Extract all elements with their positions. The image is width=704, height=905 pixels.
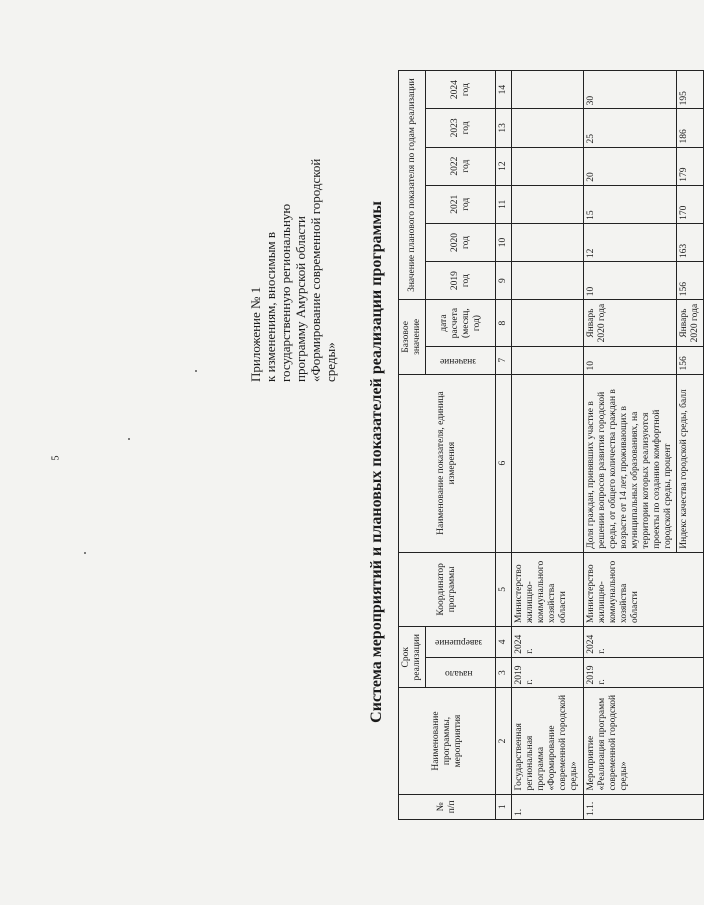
planned-value: 156 [677,262,704,300]
header-year: 2020 год [426,223,496,261]
planned-value: 170 [677,185,704,223]
planned-value: 15 [584,185,677,223]
header-indicator: Наименование показателя, единица измерения [399,374,496,552]
base-value: 10 [584,346,677,374]
header-coordinator: Координатор программы [399,552,496,626]
header-year: 2019 год [426,262,496,300]
header-base-date: дата расчета (месяц, год) [426,300,496,347]
header-end: завершение [434,637,483,648]
column-number: 8 [496,300,512,347]
column-number: 7 [496,346,512,374]
row-program-name: Мероприятие «Реализация программ современной городской среды» [584,688,704,794]
planned-value: 10 [584,262,677,300]
planned-value: 25 [584,109,677,147]
column-number: 14 [496,71,512,109]
appendix-line: государственную региональную [278,203,293,382]
header-num: № п/п [399,794,496,819]
header-base: Базовое значение [399,300,426,374]
planned-value: 30 [584,71,677,109]
indicator-name: Индекс качества городской среды, балл [677,374,704,552]
document-title: Система мероприятий и плановых показателей реализации программы [368,201,385,723]
table-row [584,71,677,820]
base-date: Январь 2020 года [677,300,704,347]
column-number: 6 [496,374,512,552]
column-number: 4 [496,626,512,657]
base-date: Январь 2020 года [584,300,677,347]
header-year: 2021 год [426,185,496,223]
column-number-row [496,71,512,820]
appendix-line: «Формирование современной городской [308,158,323,382]
planned-value: 20 [584,147,677,185]
page-number: 5 [50,455,62,461]
scan-speck [128,438,130,440]
header-year: 2024 год [426,71,496,109]
planned-value: 163 [677,223,704,261]
column-number: 1 [496,794,512,819]
header-start: начало [444,668,473,679]
scan-speck [195,370,197,372]
header-program-name: Наименование программы, мероприятия [399,688,496,794]
base-value: 156 [677,346,704,374]
header-planned: Значение планового показателя по годам реализации [399,71,426,300]
row-num: 1. [512,794,584,819]
column-number: 12 [496,147,512,185]
table-row [512,71,584,820]
header-period: Срок реализации [399,626,426,688]
appendix-line: среды» [323,342,338,382]
planned-value: 186 [677,109,704,147]
column-number: 11 [496,185,512,223]
row-coordinator: Министерство жилищно-коммунального хозяйства области [584,552,704,626]
rotated-document [240,62,700,862]
column-number: 3 [496,657,512,688]
row-start: 2019 г. [584,657,704,688]
row-program-name: Государственная региональная программа «Формирование современной городской среды» [512,688,584,794]
row-num: 1.1. [584,794,704,819]
planned-value: 12 [584,223,677,261]
column-number: 10 [496,223,512,261]
row-coordinator: Министерство жилищно-коммунального хозяйства области [512,552,584,626]
column-number: 13 [496,109,512,147]
indicator-name: Доля граждан, принявших участие в решении вопросов развития городской среды, от общего количества граждан в возрасте от 14 лет, проживающих в муниципальных образованиях, на территории которых реализуются проекты по созданию комфортной городской среды, процент [584,374,677,552]
appendix-line: к изменениям, вносимым в [263,231,278,382]
scan-speck [84,552,86,554]
planned-value: 195 [677,71,704,109]
header-year: 2022 год [426,147,496,185]
appendix-line: программу Амурской области [293,216,308,382]
row-start: 2019 г. [512,657,584,688]
column-number: 9 [496,262,512,300]
row-end: 2024 г. [512,626,584,657]
column-number: 5 [496,552,512,626]
header-year: 2023 год [426,109,496,147]
appendix-line: Приложение № 1 [248,286,263,382]
row-end: 2024 г. [584,626,704,657]
appendix-block [248,82,338,382]
header-base-value: значение [440,355,477,366]
planned-value: 179 [677,147,704,185]
column-number: 2 [496,688,512,794]
program-indicators-table [398,70,704,820]
